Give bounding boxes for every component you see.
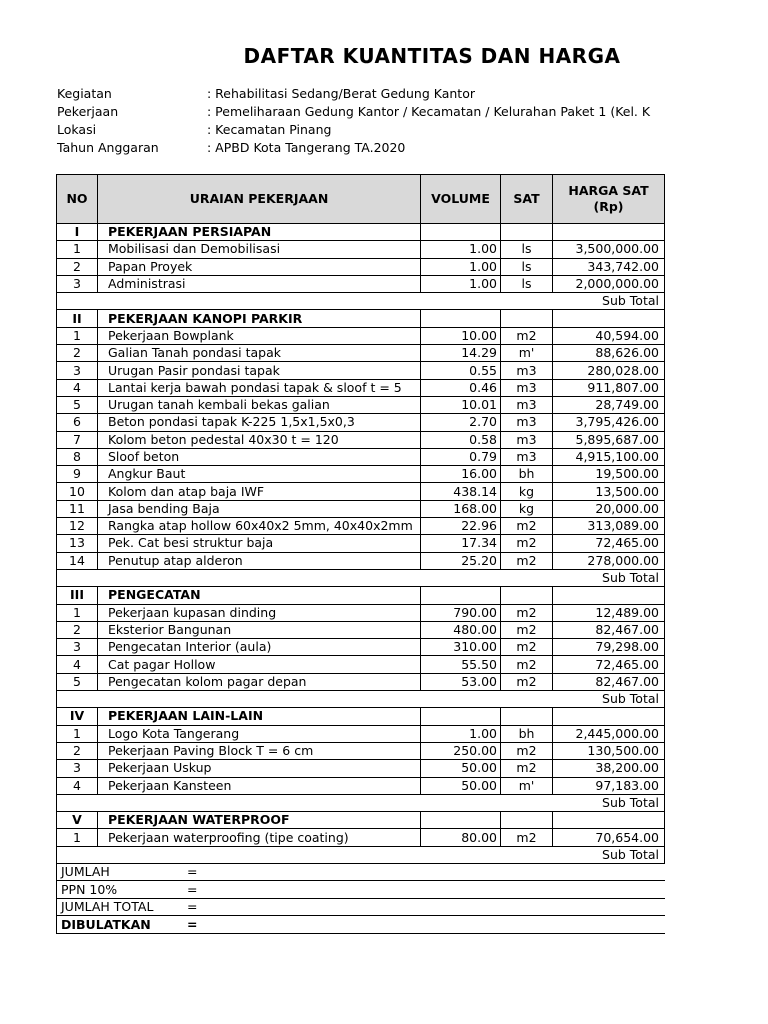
subtotal-label: Sub Total — [57, 691, 665, 708]
item-description: Pengecatan kolom pagar depan — [98, 673, 421, 690]
table-row — [57, 760, 666, 777]
table-row — [57, 466, 666, 483]
item-unit-price: 3,500,000.00 — [553, 241, 665, 258]
table-row — [57, 639, 666, 656]
item-number: 2 — [57, 345, 98, 362]
section-title: PEKERJAAN LAIN-LAIN — [98, 708, 421, 725]
item-number: 12 — [57, 518, 98, 535]
item-description: Mobilisasi dan Demobilisasi — [98, 241, 421, 258]
section-price-cell — [553, 812, 665, 829]
summary-label: DIBULATKAN — [61, 916, 151, 932]
summary-label: PPN 10% — [61, 881, 118, 897]
item-extra-cell — [665, 483, 666, 500]
item-number: 1 — [57, 327, 98, 344]
section-row — [57, 812, 666, 829]
item-description: Pekerjaan Uskup — [98, 760, 421, 777]
table-row — [57, 396, 666, 413]
item-unit-price: 3,795,426.00 — [553, 414, 665, 431]
item-description: Cat pagar Hollow — [98, 656, 421, 673]
item-extra-cell — [665, 552, 666, 569]
item-description: Pekerjaan kupasan dinding — [98, 604, 421, 621]
item-unit: m2 — [501, 535, 553, 552]
item-number: 3 — [57, 760, 98, 777]
subtotal-value — [665, 293, 666, 310]
item-unit: m3 — [501, 448, 553, 465]
summary-row — [57, 863, 666, 881]
item-unit-price: 12,489.00 — [553, 604, 665, 621]
item-number: 3 — [57, 362, 98, 379]
item-description: Penutup atap alderon — [98, 552, 421, 569]
item-extra-cell — [665, 760, 666, 777]
item-unit-price: 20,000.00 — [553, 500, 665, 517]
item-description: Kolom dan atap baja IWF — [98, 483, 421, 500]
summary-cell — [57, 881, 666, 899]
item-number: 4 — [57, 777, 98, 794]
item-number: 3 — [57, 275, 98, 292]
table-row — [57, 535, 666, 552]
subtotal-row — [57, 794, 666, 811]
item-number: 4 — [57, 656, 98, 673]
item-extra-cell — [665, 621, 666, 638]
item-unit: m2 — [501, 760, 553, 777]
item-number: 13 — [57, 535, 98, 552]
item-number: 11 — [57, 500, 98, 517]
item-number: 1 — [57, 604, 98, 621]
section-volume-cell — [421, 310, 501, 327]
summary-row — [57, 898, 666, 916]
section-row — [57, 310, 666, 327]
summary-equals: = — [187, 916, 198, 932]
item-extra-cell — [665, 500, 666, 517]
meta-label: Pekerjaan — [57, 104, 119, 119]
section-unit-cell — [501, 310, 553, 327]
subtotal-label: Sub Total — [57, 293, 665, 310]
item-unit-price: 278,000.00 — [553, 552, 665, 569]
summary-row — [57, 916, 666, 934]
item-description: Pengecatan Interior (aula) — [98, 639, 421, 656]
item-unit: m3 — [501, 362, 553, 379]
header-volume: VOLUME — [421, 175, 501, 224]
subtotal-label: Sub Total — [57, 846, 665, 863]
item-unit-price: 72,465.00 — [553, 656, 665, 673]
item-description: Pekerjaan Paving Block T = 6 cm — [98, 742, 421, 759]
item-description: Angkur Baut — [98, 466, 421, 483]
item-number: 5 — [57, 673, 98, 690]
item-extra-cell — [665, 362, 666, 379]
item-description: Pekerjaan Bowplank — [98, 327, 421, 344]
item-extra-cell — [665, 327, 666, 344]
meta-value: : APBD Kota Tangerang TA.2020 — [207, 140, 406, 155]
table-row — [57, 500, 666, 517]
item-extra-cell — [665, 829, 666, 846]
item-extra-cell — [665, 777, 666, 794]
item-description: Rangka atap hollow 60x40x2 5mm, 40x40x2mm — [98, 518, 421, 535]
section-number: IV — [57, 708, 98, 725]
section-volume-cell — [421, 224, 501, 241]
table-row — [57, 552, 666, 569]
meta-label: Tahun Anggaran — [57, 140, 159, 155]
item-extra-cell — [665, 742, 666, 759]
item-unit: m2 — [501, 621, 553, 638]
item-description: Pekerjaan Kansteen — [98, 777, 421, 794]
item-extra-cell — [665, 639, 666, 656]
table-row — [57, 379, 666, 396]
item-unit: m2 — [501, 604, 553, 621]
section-price-cell — [553, 708, 665, 725]
table-row — [57, 656, 666, 673]
item-number: 1 — [57, 241, 98, 258]
item-unit: m2 — [501, 829, 553, 846]
item-unit: m2 — [501, 518, 553, 535]
summary-equals: = — [187, 881, 198, 897]
section-volume-cell — [421, 708, 501, 725]
summary-cell — [57, 916, 666, 934]
item-extra-cell — [665, 345, 666, 362]
item-volume: 22.96 — [421, 518, 501, 535]
item-description: Logo Kota Tangerang — [98, 725, 421, 742]
item-number: 8 — [57, 448, 98, 465]
item-unit-price: 2,000,000.00 — [553, 275, 665, 292]
table-body — [57, 224, 666, 934]
section-number: I — [57, 224, 98, 241]
item-extra-cell — [665, 673, 666, 690]
item-description: Beton pondasi tapak K-225 1,5x1,5x0,3 — [98, 414, 421, 431]
subtotal-label: Sub Total — [57, 569, 665, 586]
item-description: Lantai kerja bawah pondasi tapak & sloof t = 5 — [98, 379, 421, 396]
table-row — [57, 431, 666, 448]
item-extra-cell — [665, 466, 666, 483]
item-unit: m3 — [501, 414, 553, 431]
section-row — [57, 587, 666, 604]
item-description: Administrasi — [98, 275, 421, 292]
item-unit: bh — [501, 725, 553, 742]
item-extra-cell — [665, 725, 666, 742]
item-extra-cell — [665, 656, 666, 673]
section-title: PEKERJAAN WATERPROOF — [98, 812, 421, 829]
section-number: III — [57, 587, 98, 604]
item-unit-price: 40,594.00 — [553, 327, 665, 344]
section-number: II — [57, 310, 98, 327]
table-row — [57, 829, 666, 846]
section-row — [57, 224, 666, 241]
item-unit: m3 — [501, 396, 553, 413]
section-price-cell — [553, 224, 665, 241]
item-volume: 80.00 — [421, 829, 501, 846]
item-unit-price: 70,654.00 — [553, 829, 665, 846]
item-unit-price: 72,465.00 — [553, 535, 665, 552]
table-row — [57, 448, 666, 465]
section-volume-cell — [421, 587, 501, 604]
page-title: DAFTAR KUANTITAS DAN HARGA — [243, 44, 621, 68]
meta-value: : Pemeliharaan Gedung Kantor / Kecamatan / Kelurahan Paket 1 (Kel. K — [207, 104, 651, 119]
item-extra-cell — [665, 414, 666, 431]
table-row — [57, 777, 666, 794]
subtotal-value — [665, 794, 666, 811]
header-unit: SAT — [501, 175, 553, 224]
item-volume: 10.01 — [421, 396, 501, 413]
item-number: 14 — [57, 552, 98, 569]
summary-cell — [57, 898, 666, 916]
item-volume: 438.14 — [421, 483, 501, 500]
item-volume: 0.58 — [421, 431, 501, 448]
summary-cell — [57, 863, 666, 881]
item-number: 1 — [57, 725, 98, 742]
item-volume: 2.70 — [421, 414, 501, 431]
item-volume: 16.00 — [421, 466, 501, 483]
table-row — [57, 362, 666, 379]
item-description: Urugan tanah kembali bekas galian — [98, 396, 421, 413]
item-extra-cell — [665, 448, 666, 465]
item-volume: 168.00 — [421, 500, 501, 517]
section-extra-cell — [665, 812, 666, 829]
item-volume: 50.00 — [421, 777, 501, 794]
meta-value: : Kecamatan Pinang — [207, 122, 332, 137]
section-volume-cell — [421, 812, 501, 829]
item-volume: 50.00 — [421, 760, 501, 777]
item-unit: m2 — [501, 639, 553, 656]
section-price-cell — [553, 587, 665, 604]
table-row — [57, 241, 666, 258]
item-number: 2 — [57, 742, 98, 759]
item-unit-price: 88,626.00 — [553, 345, 665, 362]
item-unit: m2 — [501, 552, 553, 569]
section-unit-cell — [501, 587, 553, 604]
item-description: Papan Proyek — [98, 258, 421, 275]
subtotal-value — [665, 691, 666, 708]
item-extra-cell — [665, 258, 666, 275]
item-unit-price: 280,028.00 — [553, 362, 665, 379]
section-title: PEKERJAAN KANOPI PARKIR — [98, 310, 421, 327]
item-unit: m2 — [501, 673, 553, 690]
section-extra-cell — [665, 587, 666, 604]
item-unit-price: 343,742.00 — [553, 258, 665, 275]
item-description: Eksterior Bangunan — [98, 621, 421, 638]
section-extra-cell — [665, 224, 666, 241]
header-description: URAIAN PEKERJAAN — [98, 175, 421, 224]
item-unit: kg — [501, 483, 553, 500]
item-volume: 25.20 — [421, 552, 501, 569]
section-row — [57, 708, 666, 725]
table-row — [57, 345, 666, 362]
item-number: 5 — [57, 396, 98, 413]
item-number: 6 — [57, 414, 98, 431]
item-description: Urugan Pasir pondasi tapak — [98, 362, 421, 379]
item-volume: 17.34 — [421, 535, 501, 552]
subtotal-row — [57, 569, 666, 586]
item-unit-price: 82,467.00 — [553, 621, 665, 638]
item-unit-price: 19,500.00 — [553, 466, 665, 483]
item-extra-cell — [665, 431, 666, 448]
table-row — [57, 258, 666, 275]
item-description: Kolom beton pedestal 40x30 t = 120 — [98, 431, 421, 448]
item-unit-price: 2,445,000.00 — [553, 725, 665, 742]
section-unit-cell — [501, 812, 553, 829]
header-no: NO — [57, 175, 98, 224]
item-unit: ls — [501, 258, 553, 275]
item-number: 4 — [57, 379, 98, 396]
item-unit-price: 79,298.00 — [553, 639, 665, 656]
subtotal-row — [57, 293, 666, 310]
item-number: 1 — [57, 829, 98, 846]
item-extra-cell — [665, 379, 666, 396]
item-unit: m2 — [501, 742, 553, 759]
subtotal-row — [57, 691, 666, 708]
table-row — [57, 725, 666, 742]
item-extra-cell — [665, 241, 666, 258]
item-volume: 14.29 — [421, 345, 501, 362]
item-volume: 53.00 — [421, 673, 501, 690]
item-unit-price: 911,807.00 — [553, 379, 665, 396]
item-unit-price: 130,500.00 — [553, 742, 665, 759]
header-extra — [665, 175, 666, 224]
item-description: Jasa bending Baja — [98, 500, 421, 517]
item-extra-cell — [665, 535, 666, 552]
subtotal-value — [665, 846, 666, 863]
item-volume: 250.00 — [421, 742, 501, 759]
project-info — [0, 0, 665, 160]
table-row — [57, 742, 666, 759]
table-row — [57, 483, 666, 500]
section-unit-cell — [501, 708, 553, 725]
item-volume: 790.00 — [421, 604, 501, 621]
summary-row — [57, 881, 666, 899]
meta-value: : Rehabilitasi Sedang/Berat Gedung Kantor — [207, 86, 475, 101]
header-unit-price-label: HARGA SAT (Rp) — [568, 183, 649, 214]
item-unit: m' — [501, 345, 553, 362]
item-unit-price: 97,183.00 — [553, 777, 665, 794]
item-unit-price: 28,749.00 — [553, 396, 665, 413]
item-description: Pek. Cat besi struktur baja — [98, 535, 421, 552]
item-description: Pekerjaan waterproofing (tipe coating) — [98, 829, 421, 846]
item-number: 7 — [57, 431, 98, 448]
item-volume: 55.50 — [421, 656, 501, 673]
item-volume: 0.79 — [421, 448, 501, 465]
item-number: 10 — [57, 483, 98, 500]
item-extra-cell — [665, 518, 666, 535]
item-unit: m' — [501, 777, 553, 794]
table-row — [57, 673, 666, 690]
item-unit: m2 — [501, 656, 553, 673]
item-unit-price: 4,915,100.00 — [553, 448, 665, 465]
summary-equals: = — [187, 899, 198, 915]
item-extra-cell — [665, 275, 666, 292]
item-number: 2 — [57, 258, 98, 275]
item-unit-price: 5,895,687.00 — [553, 431, 665, 448]
item-extra-cell — [665, 396, 666, 413]
meta-label: Lokasi — [57, 122, 97, 137]
item-unit-price: 13,500.00 — [553, 483, 665, 500]
section-unit-cell — [501, 224, 553, 241]
subtotal-row — [57, 846, 666, 863]
section-extra-cell — [665, 310, 666, 327]
section-extra-cell — [665, 708, 666, 725]
item-number: 2 — [57, 621, 98, 638]
subtotal-value — [665, 569, 666, 586]
quantity-price-table — [56, 174, 665, 934]
summary-equals: = — [187, 864, 198, 880]
subtotal-label: Sub Total — [57, 794, 665, 811]
summary-label: JUMLAH TOTAL — [61, 899, 154, 915]
table-row — [57, 604, 666, 621]
table-row — [57, 518, 666, 535]
item-unit: m3 — [501, 379, 553, 396]
item-volume: 480.00 — [421, 621, 501, 638]
item-number: 3 — [57, 639, 98, 656]
item-unit: m3 — [501, 431, 553, 448]
table-row — [57, 414, 666, 431]
table-row — [57, 621, 666, 638]
item-extra-cell — [665, 604, 666, 621]
table-row — [57, 327, 666, 344]
header-unit-price — [553, 175, 665, 224]
item-unit-price: 82,467.00 — [553, 673, 665, 690]
item-unit: m2 — [501, 327, 553, 344]
item-volume: 1.00 — [421, 241, 501, 258]
item-description: Sloof beton — [98, 448, 421, 465]
item-unit-price: 38,200.00 — [553, 760, 665, 777]
item-volume: 310.00 — [421, 639, 501, 656]
item-volume: 0.46 — [421, 379, 501, 396]
table-header-row — [57, 175, 666, 224]
item-number: 9 — [57, 466, 98, 483]
item-description: Galian Tanah pondasi tapak — [98, 345, 421, 362]
table-row — [57, 275, 666, 292]
item-unit: bh — [501, 466, 553, 483]
item-unit: ls — [501, 275, 553, 292]
meta-label: Kegiatan — [57, 86, 112, 101]
item-unit: kg — [501, 500, 553, 517]
section-price-cell — [553, 310, 665, 327]
summary-label: JUMLAH — [61, 864, 110, 880]
section-title: PEKERJAAN PERSIAPAN — [98, 224, 421, 241]
item-volume: 1.00 — [421, 275, 501, 292]
item-unit-price: 313,089.00 — [553, 518, 665, 535]
item-volume: 0.55 — [421, 362, 501, 379]
section-title: PENGECATAN — [98, 587, 421, 604]
item-volume: 1.00 — [421, 258, 501, 275]
section-number: V — [57, 812, 98, 829]
item-volume: 1.00 — [421, 725, 501, 742]
item-volume: 10.00 — [421, 327, 501, 344]
item-unit: ls — [501, 241, 553, 258]
